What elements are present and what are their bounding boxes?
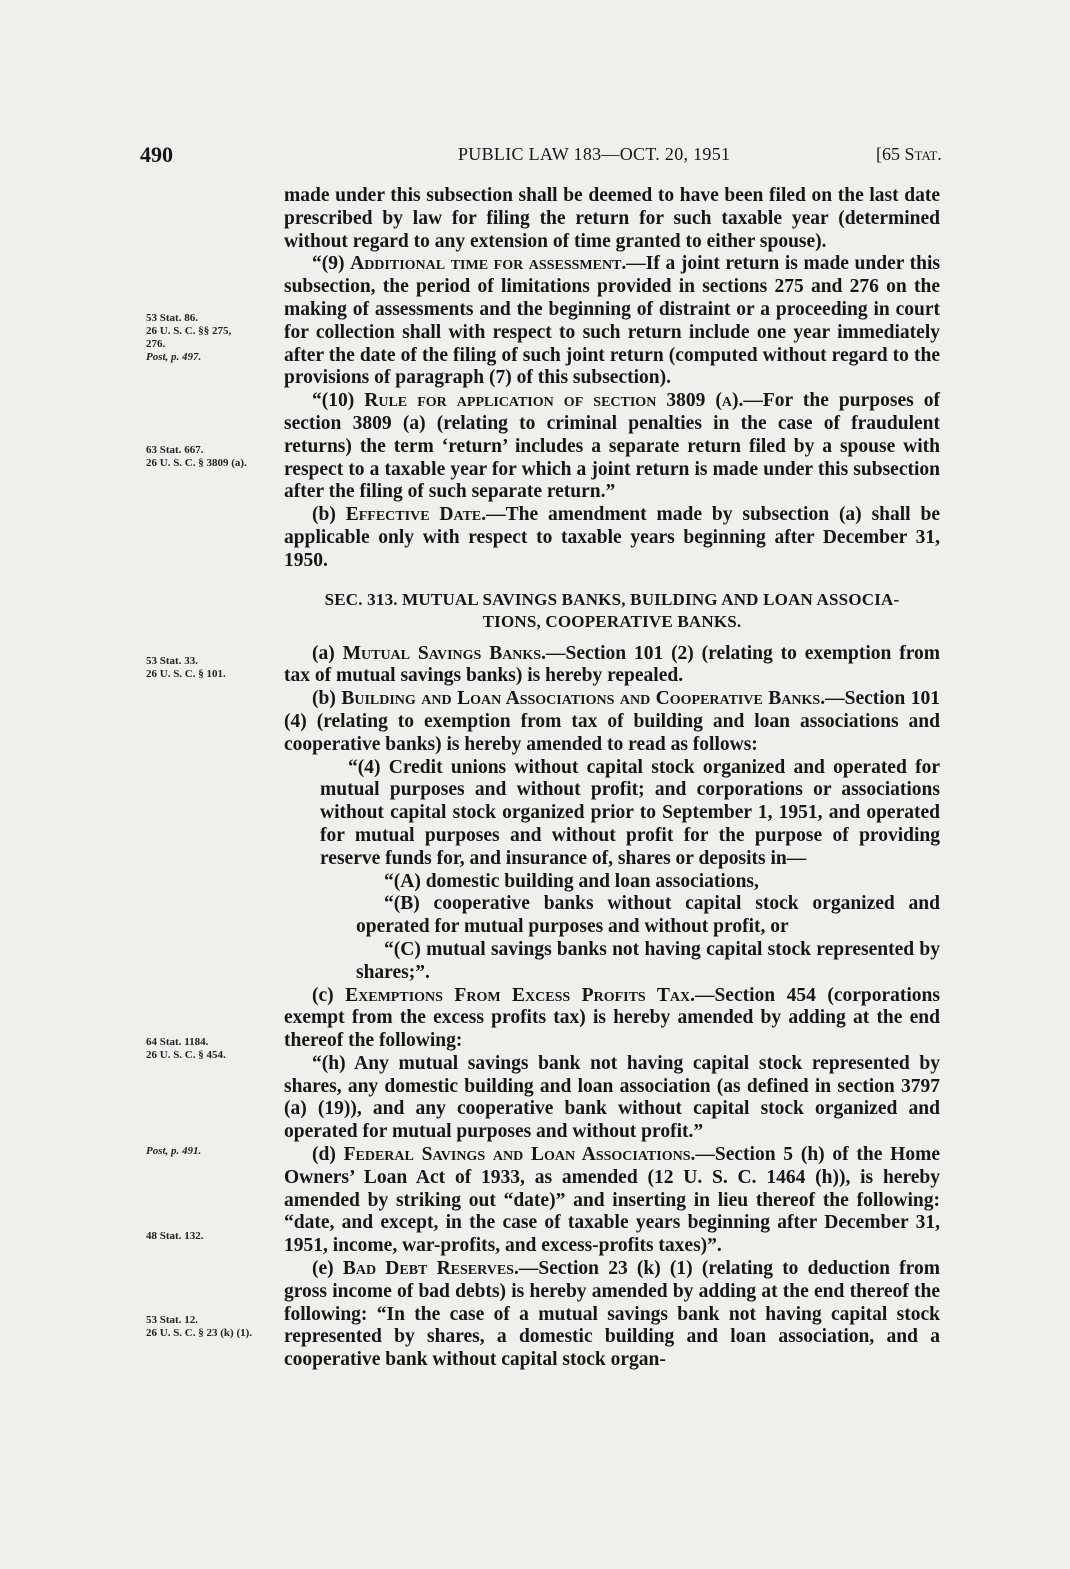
paragraph-title: Building and Loan Associations and Cooperative Banks. [341,688,826,710]
paragraph-text: —For the purposes of section 3809 (a) (relating to criminal penalties in the case of fraudulent returns) the term ‘return’ includes a separate return filed by a spouse with respect to a taxable year for which a joint return is made under this subsection after the filing of such separate return.” [284,390,940,503]
clause-C: “(C) mutual savings banks not having capital stock represented by shares;”. [356,938,940,983]
paragraph: made under this subsection shall be deemed to have been filed on the last date prescribed by law for filing the return for such taxable year (determined without regard to any extension of time granted to either spouse). [284,185,940,252]
subsection-d [284,1144,940,1258]
paragraph-title: Mutual Savings Banks. [342,642,546,664]
paragraph-text: —Section 454 (corporations exempt from the excess profits tax) is hereby amended by adding at the end thereof the following: [284,984,940,1052]
paragraph-lead: (d) [312,1144,344,1166]
paragraph-title: Bad Debt Reserves. [342,1258,519,1280]
margin-note-4 [146,1036,266,1062]
margin-note-line: 53 Stat. 12. [146,1314,198,1326]
running-head: PUBLIC LAW 183—OCT. 20, 1951 [458,144,731,164]
paragraph-text: —The amendment made by subsection (a) shall be applicable only with respect to taxable years beginning after December 31, 1950. [284,504,940,571]
paragraph-b [284,504,940,572]
paragraph-title: Federal Savings and Loan Associations. [343,1144,696,1166]
paragraph-9 [284,253,940,390]
volume-reference [876,144,942,165]
margin-note-line: 26 U. S. C. §§ 275, [146,325,232,337]
paragraph-title: Rule for application of section 3809 (a). [364,390,744,412]
subsection-b [284,688,940,756]
margin-note-line: 53 Stat. 33. [146,655,198,667]
margin-note-line: 63 Stat. 667. [146,444,204,456]
volume-ref-prefix: [65 [876,144,905,164]
paragraph-lead: (a) [312,642,343,664]
margin-note-line: 64 Stat. 1184. [146,1036,209,1048]
paragraph-lead: “(10) [312,390,365,412]
margin-note-line: 26 U. S. C. § 454. [146,1049,226,1061]
paragraph-text: —If a joint return is made under this subsection, the period of limitations provided in sections 275 and 276 on the making of assessments and the beginning of distraint or a proceeding in court for collection shall with respect to such return include one year immediately after the date of the filing of such joint return (computed without regard to the provisions of paragraph (7) of this subsection). [284,253,941,389]
margin-note-1 [146,312,266,364]
subsection-c [284,985,940,1053]
paragraph-text: —Section 101 (4) (relating to exemption from tax of building and loan associations and cooperative banks) is hereby amended to read as follows: [284,688,940,755]
paragraph-lead: (e) [312,1258,343,1280]
margin-note-line: 26 U. S. C. § 3809 (a). [146,457,247,469]
paragraph-title: Effective Date. [345,504,487,526]
margin-note-5 [146,1145,266,1158]
paragraph-title: Exemptions From Excess Profits Tax. [345,984,695,1006]
clause-A: “(A) domestic building and loan associations, [384,870,759,892]
paragraph-text: —Section 101 (2) (relating to exemption from tax of mutual savings banks) is hereby repealed. [284,642,940,687]
paragraph-lead: (b) [312,688,342,710]
volume-ref-stat: Stat. [904,144,942,164]
margin-note-7 [146,1314,266,1340]
margin-note-line: Post, p. 491. [146,1145,202,1157]
paragraph-lead: “(9) [312,253,351,275]
subsection-e [284,1258,940,1372]
margin-note-line: 48 Stat. 132. [146,1230,204,1242]
paragraph-text: —Section 23 (k) (1) (relating to deduction from gross income of bad debts) is hereby amended by adding at the end thereof the following: “In the case of a mutual savings bank not having capital stock represented by shares, a domestic building and loan association, and a cooperative bank without capital stock organ- [284,1258,940,1371]
quoted-paragraph-4: “(4) Credit unions without capital stock organized and operated for mutual purposes and without profit; and corporations or associations without capital stock organized prior to September 1, 1951, and operated for mutual purposes and without profit for the purpose of providing reserve funds for, and insurance of, shares or deposits in— [320,756,940,869]
margin-note-line: 53 Stat. 86. [146,312,198,324]
page-number: 490 [140,142,173,167]
section-heading-line: TIONS, COOPERATIVE BANKS. [482,611,742,631]
margin-note-line: 26 U. S. C. § 101. [146,668,226,680]
margin-note-3 [146,655,266,681]
margin-note-2 [146,444,266,470]
margin-note-line: Post, p. 497. [146,351,202,363]
margin-note-6 [146,1230,266,1243]
section-heading-line: SEC. 313. MUTUAL SAVINGS BANKS, BUILDING AND LOAN ASSOCIA- [324,589,900,609]
body-text [284,185,940,1372]
paragraph-text: —Section 5 (h) of the Home Owners’ Loan Act of 1933, as amended (12 U. S. C. 1464 (h)), is hereby amended by striking out “date)” and inserting in lieu thereof the following: “date, and except, in the case of taxable years beginning after December 31, 1951, income, war-profits, and excess-profits taxes)”. [284,1144,940,1257]
paragraph-10 [284,390,940,504]
paragraph-lead: (b) [312,504,346,526]
quoted-paragraph-h: “(h) Any mutual savings bank not having capital stock represented by shares, any domestic building and loan association (as defined in section 3797 (a) (19)), and any cooperative bank without capital stock organized and operated for mutual purposes and without profit.” [284,1052,940,1143]
subsection-a [284,643,940,689]
paragraph-lead: (c) [312,984,346,1006]
margin-note-line: 26 U. S. C. § 23 (k) (1). [146,1327,253,1339]
margin-note-line: 276. [146,338,166,350]
page-header [0,142,1070,172]
paragraph-title: Additional time for assessment. [350,253,627,275]
clause-B: “(B) cooperative banks without capital stock organized and operated for mutual purposes and without profit, or [356,893,940,938]
section-heading [284,589,940,633]
